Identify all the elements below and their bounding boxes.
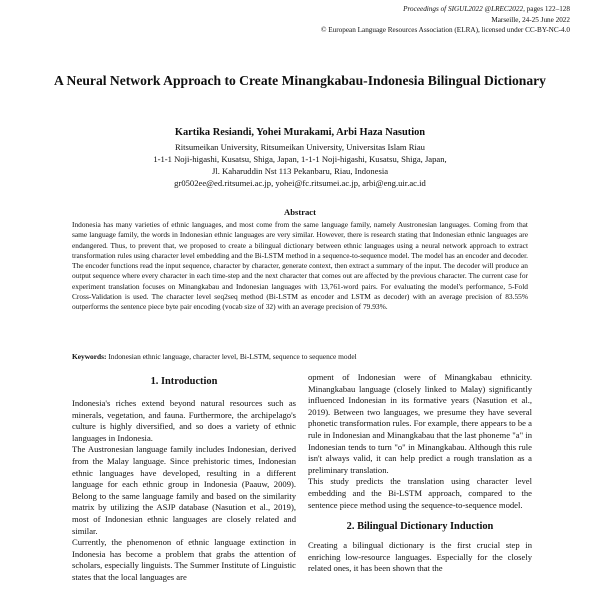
body-paragraph: Indonesia's riches extend beyond natural resources such as minerals, vegetation, and fauna. Furthermore, the archipelago's culture is highly diversified, and so does a variety of ethnic languages in Indonesia. — [72, 398, 296, 443]
body-paragraph: Currently, the phenomenon of ethnic language extinction in Indonesia has become a problem that grabs the attention of scholars, especially linguists. The Summer Institute of Linguistic states that the local languages are — [72, 537, 296, 582]
left-column — [72, 372, 296, 584]
keywords-list: Indonesian ethnic language, character level, Bi-LSTM, sequence to sequence model — [106, 352, 357, 361]
body-paragraph: The Austronesian language family includes Indonesian, derived from the Malay language. Since prehistoric times, Indonesian ethnic languages have developed, resulting in a different language for each ethnic group in Indonesia (Paauw, 2009). Belong to the same language family and based on the similarity matrix by utilizing the ASJP database (Nasution et al., 2019), most of Indonesian ethnic languages are closely related and similar. — [72, 444, 296, 536]
abstract-heading: Abstract — [284, 207, 316, 217]
affiliation-line: Jl. Kaharuddin Nst 113 Pekanbaru, Riau, Indonesia — [211, 166, 389, 176]
proceedings-line — [240, 4, 570, 15]
body-paragraph: Creating a bilingual dictionary is the first crucial step in enriching low-resource languages. Especially for the closely related ones, it has been shown that the — [308, 540, 532, 574]
right-column — [308, 372, 532, 575]
author-list: Kartika Resiandi, Yohei Murakami, Arbi Haza Nasution — [174, 127, 426, 138]
affiliation-line: Ritsumeikan University, Ritsumeikan University, Universitas Islam Riau — [175, 142, 425, 152]
paper-title: A Neural Network Approach to Create Minangkabau-Indonesia Bilingual Dictionary — [54, 73, 546, 88]
proceedings-pages: , pages 122–128 — [523, 5, 570, 13]
keywords — [72, 352, 528, 362]
proceedings-name: Proceedings of SIGUL2022 @LREC2022 — [403, 5, 524, 13]
keywords-label: Keywords: — [72, 352, 107, 361]
abstract-text: Indonesia has many varieties of ethnic languages, and most come from the same language family, namely Austronesian languages. Coming from that same language family, the words in Indonesian ethnic languages are very similar. However, there is research stating that Indonesian ethnic languages are endangered. Thus, to prevent that, we proposed to create a bilingual dictionary between ethnic languages using a neural network approach to extract transformation rules using character level embedding and the Bi-LSTM method in a sequence-to-sequence model. The model has an encoder and decoder. The encoder functions read the input sequence, character by character, generate context, then extract a summary of the input. The decoder will produce an output sequence where every character in each time-step and the next character that comes out are affected by the previous character. The current case for experiment translation focuses on Minangkabau and Indonesian languages with 13,761-word pairs. For evaluating the model's performance, 5-Fold Cross-Validation is used. The character level seq2seq method (Bi-LSTM as encoder and LSTM as decoder) with an average precision of 83.55% outperforms the sentence piece byte pair encoding (vocab size of 32) with an average precision of 79.93%. — [72, 220, 528, 312]
affiliation-line: 1-1-1 Noji-higashi, Kusatsu, Shiga, Japan, 1-1-1 Noji-higashi, Kusatsu, Shiga, Japan, — [153, 154, 447, 164]
proceedings-license: © European Language Resources Association (ELRA), licensed under CC-BY-NC-4.0 — [321, 26, 570, 34]
section-heading-introduction: 1. Introduction — [150, 376, 218, 387]
proceedings-header — [240, 4, 570, 36]
section-heading-bilingual-dictionary: 2. Bilingual Dictionary Induction — [346, 521, 494, 533]
body-paragraph: opment of Indonesian were of Minangkabau ethnicity. Minangkabau language (closely linked to Malay) significantly influenced Indonesian in its formative years (Nasution et al., 2019). Between two languages, we presume they have several phonetic transformation rules. For example, there appears to be a rule in Indonesian and Minangkabau that the last phoneme "a" in Indonesian tends to turn "o" in Minangkabau. Although this rule isn't always valid, it can help predict a rough translation as a preliminary translation. — [308, 372, 532, 475]
affiliations — [40, 141, 560, 189]
body-paragraph: This study predicts the translation using character level embedding and the Bi-LSTM approach, compared to the sentence piece method using the sequence-to-sequence model. — [308, 476, 532, 510]
proceedings-location: Marseille, 24-25 June 2022 — [491, 15, 570, 24]
author-emails: gr0502ee@ed.ritsumei.ac.jp, yohei@fc.ritsumei.ac.jp, arbi@eng.uir.ac.id — [174, 178, 426, 188]
